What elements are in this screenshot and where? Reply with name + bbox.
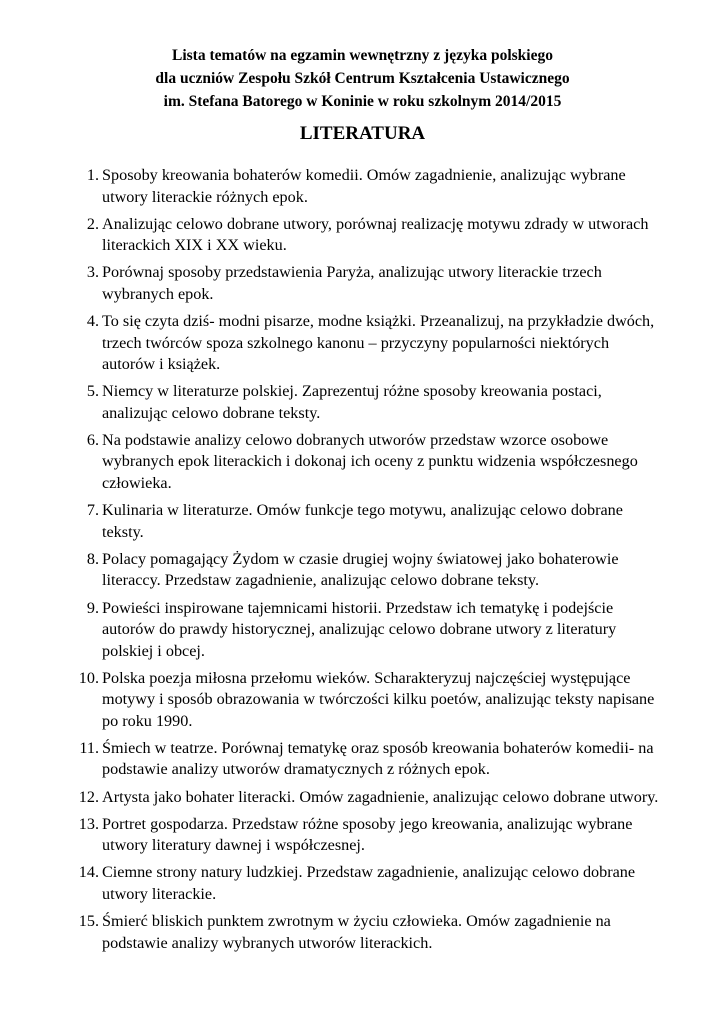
topic-text: Portret gospodarza. Przedstaw różne sposoby jego kreowania, analizując wybrane utwory literatury dawnej i współczesnej.	[102, 814, 633, 855]
topic-item	[64, 814, 664, 857]
topic-number: 12.	[78, 787, 99, 806]
topic-item	[64, 381, 664, 424]
topic-number: 6.	[86, 430, 99, 449]
topic-text: Śmierć bliskich punktem zwrotnym w życiu człowieka. Omów zagadnienie na podstawie analizy wybranych utworów literackich.	[102, 912, 611, 952]
topic-text: Artysta jako bohater literacki. Omów zagadnienie, analizując celowo dobrane utwory.	[102, 787, 659, 806]
topic-text: Polacy pomagający Żydom w czasie drugiej wojny światowej jako bohaterowie literaccy. Przedstaw zagadnienie, analizując celowo dobrane teksty.	[102, 549, 619, 590]
topic-item	[64, 262, 664, 305]
topic-text: Ciemne strony natury ludzkiej. Przedstaw zagadnienie, analizując celowo dobrane utwory literackie.	[102, 863, 636, 903]
topic-list	[64, 165, 664, 960]
topic-text: Analizując celowo dobrane utwory, porównaj realizację motywu zdrady w utworach literackich XIX i XX wieku.	[102, 214, 649, 255]
topic-number: 9.	[86, 598, 99, 617]
topic-number: 8.	[86, 549, 99, 568]
topic-number: 2.	[86, 214, 99, 233]
document-header	[0, 44, 725, 113]
topic-text: Niemcy w literaturze polskiej. Zaprezentuj różne sposoby kreowania postaci, analizując celowo dobrane teksty.	[102, 382, 602, 422]
topic-number: 13.	[78, 814, 99, 833]
topic-number: 5.	[86, 382, 99, 401]
topic-item	[64, 598, 664, 663]
topic-number: 3.	[86, 263, 99, 282]
topic-number: 4.	[86, 312, 99, 331]
topic-item	[64, 165, 664, 208]
topic-text: Kulinaria w literaturze. Omów funkcje tego motywu, analizując celowo dobrane teksty.	[102, 501, 623, 541]
topic-text: To się czyta dziś- modni pisarze, modne książki. Przeanalizuj, na przykładzie dwóch, trzech twórców spoza szkolnego kanonu – przyczyny popularności niektórych autorów i książek.	[102, 312, 655, 374]
topic-item	[64, 738, 664, 781]
topic-number: 14.	[78, 863, 99, 882]
topic-item	[64, 911, 664, 954]
header-line-3: im. Stefana Batorego w Koninie w roku szkolnym 2014/2015	[163, 93, 562, 110]
topic-item	[64, 430, 664, 495]
header-line-2: dla uczniów Zespołu Szkół Centrum Kształcenia Ustawicznego	[155, 70, 570, 87]
topic-item	[64, 787, 664, 809]
header-line-1: Lista tematów na egzamin wewnętrzny z języka polskiego	[172, 47, 553, 64]
topic-number: 15.	[78, 912, 99, 931]
topic-item	[64, 500, 664, 543]
topic-number: 11.	[79, 738, 99, 757]
topic-text: Sposoby kreowania bohaterów komedii. Omów zagadnienie, analizując wybrane utwory literackie różnych epok.	[102, 166, 626, 206]
topic-number: 1.	[86, 166, 99, 184]
topic-item	[64, 214, 664, 257]
topic-item	[64, 311, 664, 376]
topic-item	[64, 862, 664, 905]
topic-text: Powieści inspirowane tajemnicami historii. Przedstaw ich tematykę i podejście autorów do prawdy historycznej, analizując celowo dobrane utwory z literatury polskiej i obcej.	[102, 598, 617, 660]
topic-text: Na podstawie analizy celowo dobranych utworów przedstaw wzorce osobowe wybranych epok literackich i dokonaj ich oceny z punktu widzenia współczesnego człowieka.	[102, 430, 638, 492]
section-title: LITERATURA	[299, 123, 426, 144]
topic-item	[64, 549, 664, 592]
topic-text: Porównaj sposoby przedstawienia Paryża, analizując utwory literackie trzech wybranych epok.	[102, 263, 602, 303]
topic-number: 10.	[78, 668, 99, 687]
topic-text: Śmiech w teatrze. Porównaj tematykę oraz sposób kreowania bohaterów komedii- na podstawie analizy utworów dramatycznych z różnych epok.	[102, 738, 654, 779]
topic-item	[64, 668, 664, 733]
topic-number: 7.	[86, 501, 99, 520]
topic-text: Polska poezja miłosna przełomu wieków. Scharakteryzuj najczęściej występujące motywy i sposób obrazowania w twórczości kilku poetów, analizując teksty napisane po roku 1990.	[102, 668, 655, 730]
